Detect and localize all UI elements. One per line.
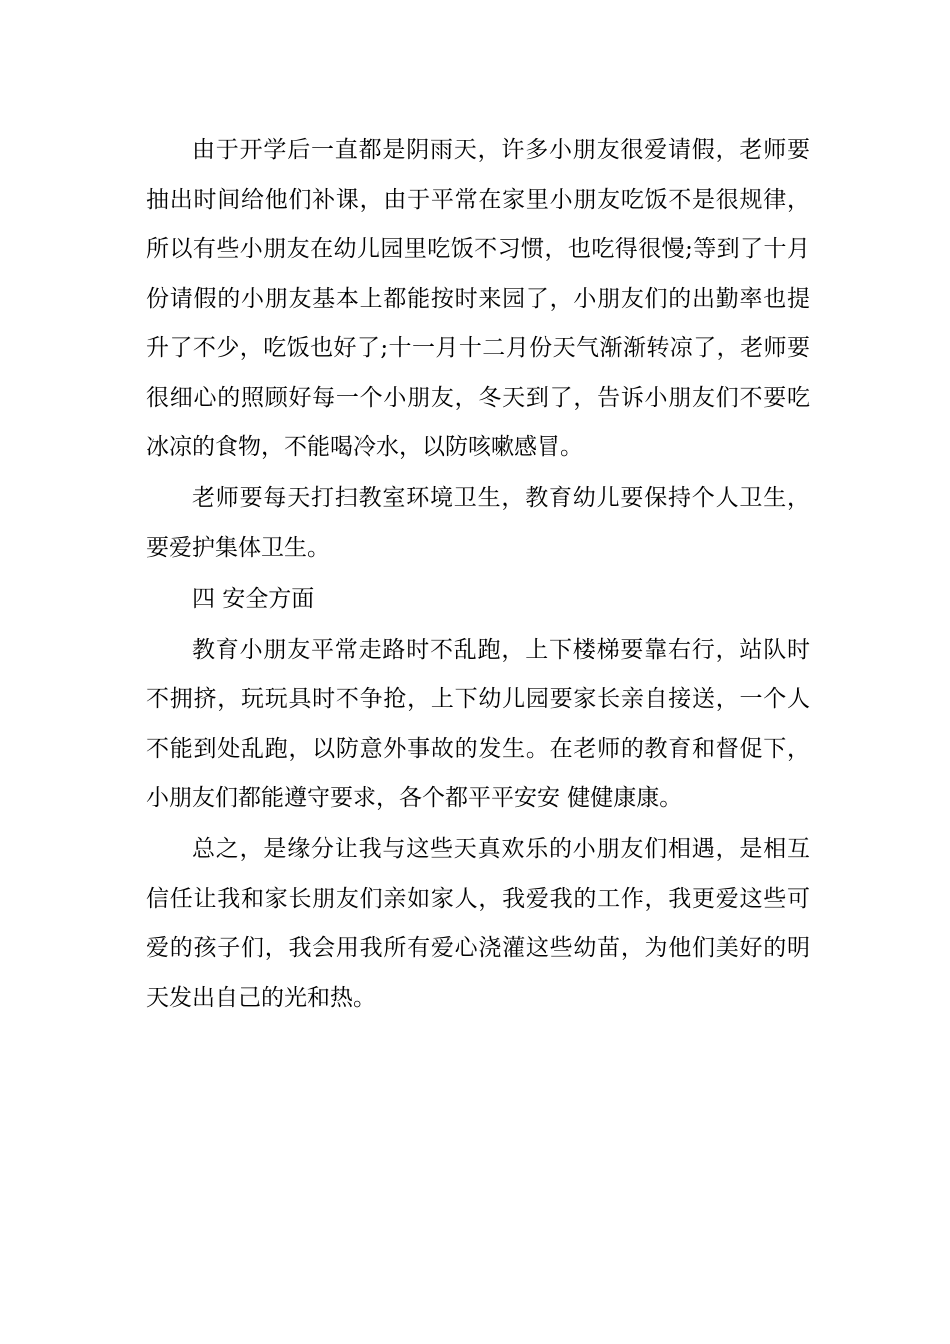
paragraph-safety: 教育小朋友平常走路时不乱跑，上下楼梯要靠右行，站队时不拥挤，玩玩具时不争抢，上下幼儿园要家长亲自接送，一个人不能到处乱跑，以防意外事故的发生。在老师的教育和督促下，小朋友们都能遵守要求，各个都平平安安 健健康康。	[146, 636, 810, 811]
section-heading-safety: 四 安全方面	[192, 585, 315, 612]
paragraph-hygiene: 老师要每天打扫教室环境卫生，教育幼儿要保持个人卫生，要爱护集体卫生。	[146, 485, 810, 561]
document-body	[146, 126, 810, 1025]
paragraph-conclusion: 总之，是缘分让我与这些天真欢乐的小朋友们相遇，是相互信任让我和家长朋友们亲如家人，我爱我的工作，我更爱这些可爱的孩子们，我会用我所有爱心浇灌这些幼苗，为他们美好的明天发出自己的光和热。	[146, 836, 810, 1011]
paragraph-health-weather: 由于开学后一直都是阴雨天，许多小朋友很爱请假，老师要抽出时间给他们补课，由于平常在家里小朋友吃饭不是很规律，所以有些小朋友在幼儿园里吃饭不习惯，也吃得很慢;等到了十月份请假的小朋友基本上都能按时来园了，小朋友们的出勤率也提升了不少，吃饭也好了;十一月十二月份天气渐渐转凉了，老师要很细心的照顾好每一个小朋友，冬天到了，告诉小朋友们不要吃冰凉的食物，不能喝冷水，以防咳嗽感冒。	[146, 137, 810, 460]
